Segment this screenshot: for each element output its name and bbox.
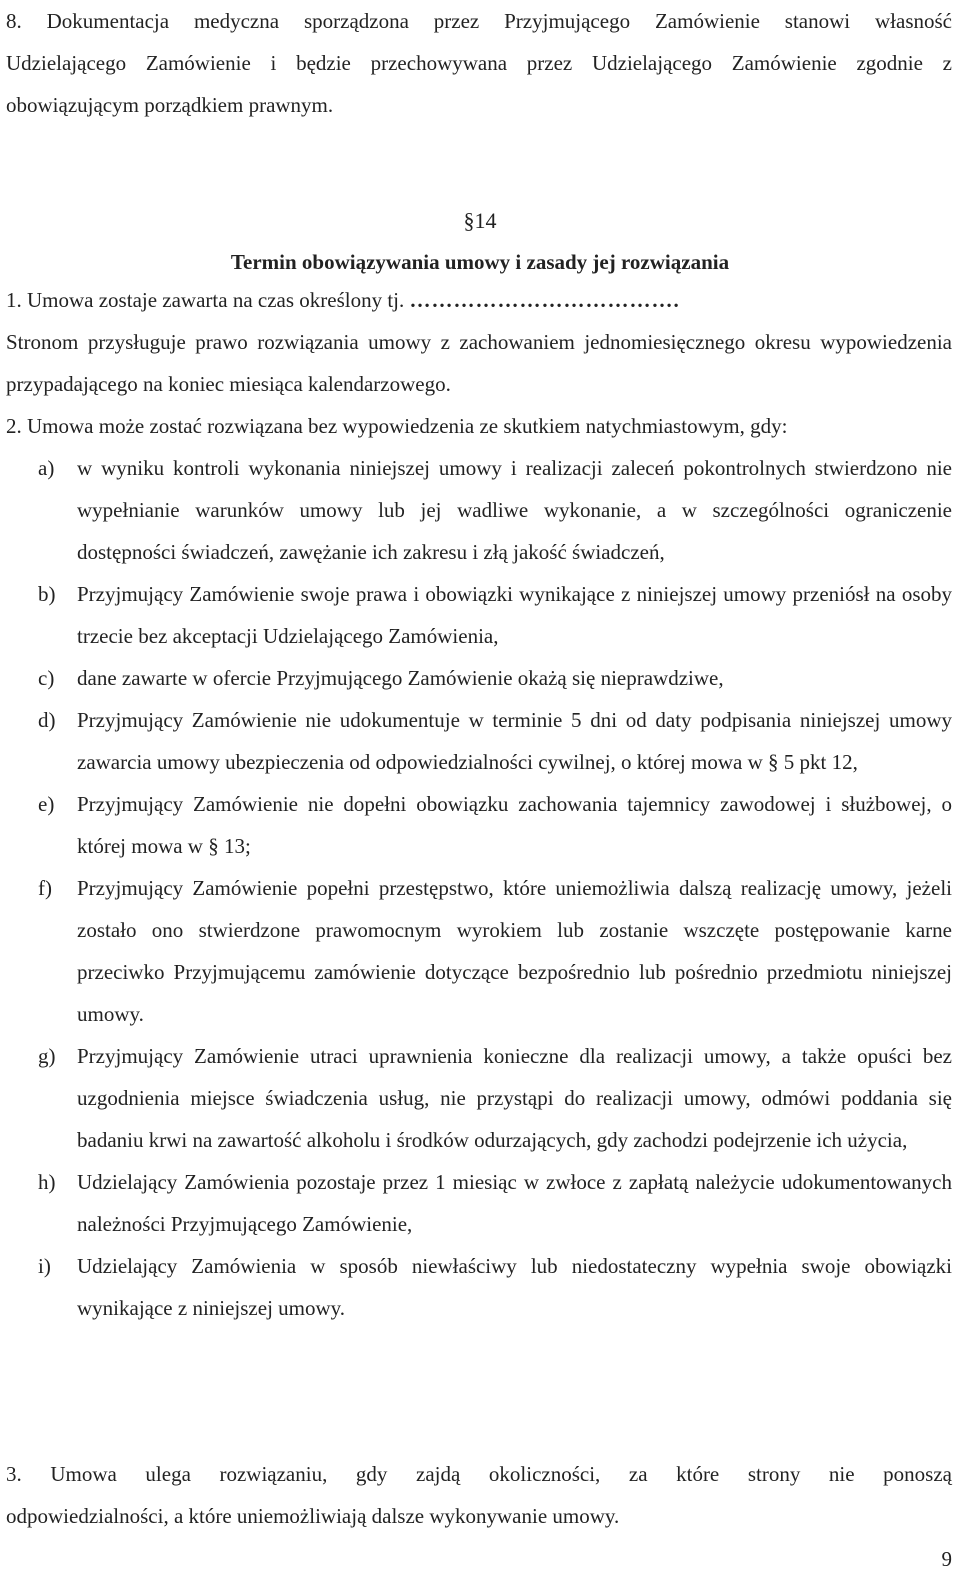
- paragraph-1: [6, 279, 952, 405]
- paragraph-1-rest: Stronom przysługuje prawo rozwiązania umowy z zachowaniem jednomiesięcznego okresu wypowiedzenia przypadającego na koniec miesiąca kalendarzowego.: [6, 330, 952, 396]
- list-item: [38, 783, 952, 867]
- list-item-marker: c): [38, 666, 55, 690]
- list-item-text: Przyjmujący Zamówienie nie udokumentuje w terminie 5 dni od daty podpisania niniejszej umowy zawarcia umowy ubezpieczenia od odpowiedzialności cywilnej, o której mowa w § 5 pkt 12,: [77, 708, 952, 774]
- paragraph-1-first-line: [6, 279, 952, 321]
- paragraph-1-lead: 1. Umowa zostaje zawarta na czas określony tj.: [6, 288, 405, 312]
- list-item: [38, 447, 952, 573]
- list-item-text: Przyjmujący Zamówienie nie dopełni obowiązku zachowania tajemnicy zawodowej i służbowej, o której mowa w § 13;: [77, 792, 952, 858]
- paragraph-8-line-3: obowiązującym porządkiem prawnym.: [6, 93, 334, 117]
- paragraph-2: 2. Umowa może zostać rozwiązana bez wypowiedzenia ze skutkiem natychmiastowym, gdy:: [6, 414, 788, 438]
- termination-conditions-list: [38, 447, 952, 1329]
- paragraph-8: [6, 0, 952, 126]
- paragraph-3: [6, 1453, 952, 1537]
- list-item-marker: a): [38, 456, 55, 480]
- list-item: [38, 1035, 952, 1161]
- list-item: [38, 867, 952, 1035]
- list-item-marker: i): [38, 1254, 51, 1278]
- list-item-text: Przyjmujący Zamówienie utraci uprawnienia konieczne dla realizacji umowy, a także opuści bez uzgodnienia miejsce świadczenia usług, nie przystąpi do realizacji umowy, odmówi poddania się badaniu krwi na zawartość alkoholu i środków odurzających, gdy zachodzi podejrzenie ich użycia,: [77, 1044, 952, 1152]
- list-item: [38, 1245, 952, 1329]
- contract-term-placeholder: ……………………………….: [409, 288, 680, 312]
- paragraph-8-line-2: Udzielającego Zamówienie i będzie przechowywana przez Udzielającego Zamówienie zgodnie z: [6, 51, 952, 75]
- list-item: [38, 699, 952, 783]
- paragraph-3-line-1: 3. Umowa ulega rozwiązaniu, gdy zajdą okoliczności, za które strony nie ponoszą: [6, 1462, 952, 1486]
- section-number: §14: [463, 208, 497, 233]
- section-title: Termin obowiązywania umowy i zasady jej rozwiązania: [230, 250, 730, 274]
- page-number: 9: [941, 1547, 952, 1571]
- paragraph-3-line-2: odpowiedzialności, a które uniemożliwiają dalsze wykonywanie umowy.: [6, 1504, 620, 1528]
- list-item-marker: b): [38, 582, 56, 606]
- list-item-text: Przyjmujący Zamówienie popełni przestępstwo, które uniemożliwia dalszą realizację umowy, jeżeli zostało ono stwierdzone prawomocnym wyrokiem lub zostanie wszczęte postępowanie karne przeciwko Przyjmującemu zamówienie dotyczące bezpośrednio lub pośrednio przedmiotu niniejszej umowy.: [77, 876, 952, 1026]
- list-item-text: Udzielający Zamówienia pozostaje przez 1 miesiąc w zwłoce z zapłatą należycie udokumentowanych należności Przyjmującego Zamówienie,: [77, 1170, 952, 1236]
- list-item-marker: e): [38, 792, 55, 816]
- paragraph-8-line-1: 8. Dokumentacja medyczna sporządzona przez Przyjmującego Zamówienie stanowi własność: [6, 9, 952, 33]
- list-item-text: Udzielający Zamówienia w sposób niewłaściwy lub niedostateczny wypełnia swoje obowiązki wynikające z niniejszej umowy.: [77, 1254, 952, 1320]
- list-item-marker: f): [38, 876, 52, 900]
- list-item: [38, 657, 952, 699]
- list-item-text: Przyjmujący Zamówienie swoje prawa i obowiązki wynikające z niniejszej umowy przeniósł na osoby trzecie bez akceptacji Udzielającego Zamówienia,: [77, 582, 952, 648]
- list-item-marker: g): [38, 1044, 56, 1068]
- list-item-marker: h): [38, 1170, 56, 1194]
- list-item-text: dane zawarte w ofercie Przyjmującego Zamówienie okażą się nieprawdziwe,: [77, 666, 724, 690]
- list-item: [38, 573, 952, 657]
- list-item: [38, 1161, 952, 1245]
- list-item-text: w wyniku kontroli wykonania niniejszej umowy i realizacji zaleceń pokontrolnych stwierdzono nie wypełnianie warunków umowy lub jej wadliwe wykonanie, a w szczególności ograniczenie dostępności świadczeń, zawężanie ich zakresu i złą jakość świadczeń,: [77, 456, 952, 564]
- list-item-marker: d): [38, 708, 56, 732]
